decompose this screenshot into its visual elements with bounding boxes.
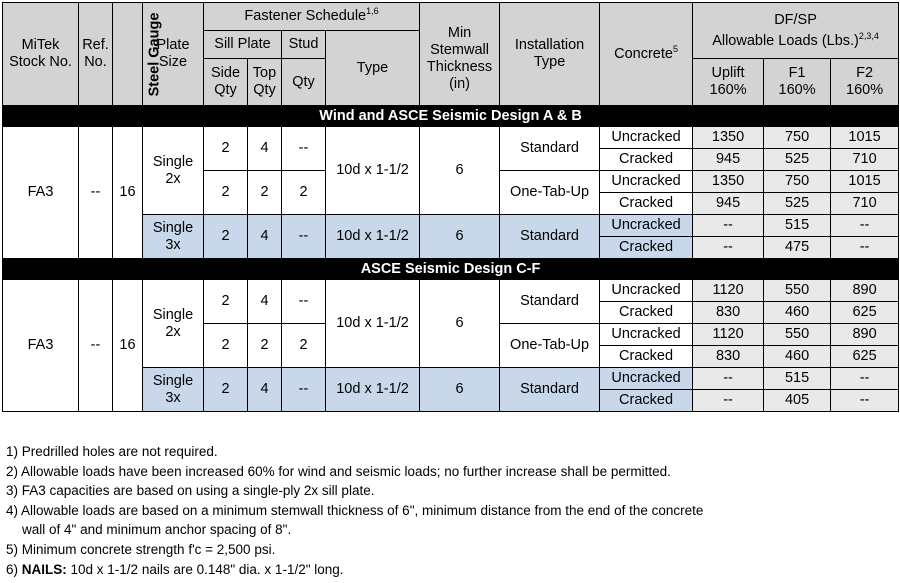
footnote-6 <box>6 560 894 580</box>
header-stud: Stud <box>282 31 326 59</box>
uplift-cell: 830 <box>693 346 764 368</box>
f2-cell: 1015 <box>831 127 899 149</box>
f1-cell: 405 <box>764 390 831 412</box>
f2-cell: 625 <box>831 346 899 368</box>
header-type: Type <box>326 31 420 106</box>
stud-qty-cell: -- <box>282 368 326 412</box>
type-cell: 10d x 1-1/2 <box>326 368 420 412</box>
f2-cell: -- <box>831 215 899 237</box>
side-qty-cell: 2 <box>204 127 248 171</box>
concrete-cell: Uncracked <box>600 368 693 390</box>
stemwall-cell: 6 <box>420 215 500 259</box>
stud-qty-cell: -- <box>282 127 326 171</box>
stud-qty-cell: -- <box>282 280 326 324</box>
uplift-cell: -- <box>693 215 764 237</box>
footnote-5: 5) Minimum concrete strength f'c = 2,500 psi. <box>6 541 276 557</box>
footnote-1: 1) Predrilled holes are not required. <box>6 444 218 459</box>
header-side-qty: Side Qty <box>204 59 248 106</box>
stock-no-cell: FA3 <box>3 280 79 412</box>
side-qty-cell: 2 <box>204 324 248 368</box>
header-concrete: Concrete$^5$ <box>600 3 693 106</box>
header-top-qty: Top Qty <box>248 59 282 106</box>
footnote-6-nails-label: NAILS: <box>21 561 67 577</box>
f2-cell: 710 <box>831 149 899 171</box>
f1-cell: 550 <box>764 280 831 302</box>
uplift-cell: 1350 <box>693 171 764 193</box>
concrete-cell: Cracked <box>600 237 693 259</box>
ref-no-cell: -- <box>79 127 113 259</box>
stud-qty-cell: 2 <box>282 324 326 368</box>
header-stock-no: MiTek Stock No. <box>3 3 79 106</box>
top-qty-cell: 2 <box>248 171 282 215</box>
concrete-cell: Uncracked <box>600 171 693 193</box>
f2-cell: 710 <box>831 193 899 215</box>
allowable-loads-table <box>2 2 899 412</box>
footnote-4: 4) Allowable loads are based on a minimum stemwall thickness of 6", minimum distance from the end of the concrete <box>6 502 704 518</box>
f1-cell: 460 <box>764 302 831 324</box>
f2-cell: 1015 <box>831 171 899 193</box>
stemwall-cell: 6 <box>420 127 500 215</box>
footnotes <box>6 442 894 579</box>
plate-size-cell: Single 2x <box>143 280 204 368</box>
footnote-2: 2) Allowable loads have been increased 60% for wind and seismic loads; no further increase shall be permitted. <box>6 463 671 479</box>
side-qty-cell: 2 <box>204 368 248 412</box>
header-uplift: Uplift 160% <box>693 59 764 106</box>
install-type-cell: Standard <box>500 280 600 324</box>
side-qty-cell: 2 <box>204 280 248 324</box>
plate-size-cell: Single 3x <box>143 215 204 259</box>
plate-size-cell: Single 3x <box>143 368 204 412</box>
f1-cell: 525 <box>764 149 831 171</box>
header-ref-no: Ref. No. <box>79 3 113 106</box>
stemwall-cell: 6 <box>420 280 500 368</box>
f2-cell: -- <box>831 390 899 412</box>
section-band-seismic <box>3 259 899 280</box>
type-cell: 10d x 1-1/2 <box>326 280 420 368</box>
footnote-6-prefix: 6) <box>6 561 22 577</box>
f1-cell: 750 <box>764 127 831 149</box>
concrete-cell: Cracked <box>600 302 693 324</box>
f1-cell: 515 <box>764 215 831 237</box>
stud-qty-cell: -- <box>282 215 326 259</box>
concrete-cell: Cracked <box>600 193 693 215</box>
uplift-cell: 830 <box>693 302 764 324</box>
top-qty-cell: 4 <box>248 127 282 171</box>
footnote-4-continued: wall of 4" and minimum anchor spacing of 8". <box>22 522 292 538</box>
stock-no-cell: FA3 <box>3 127 79 259</box>
header-stud-qty: Qty <box>282 59 326 106</box>
header-f2: F2 160% <box>831 59 899 106</box>
stemwall-cell: 6 <box>420 368 500 412</box>
header-sill-plate: Sill Plate <box>204 31 282 59</box>
f1-cell: 460 <box>764 346 831 368</box>
install-type-cell: Standard <box>500 368 600 412</box>
uplift-cell: 1120 <box>693 324 764 346</box>
gauge-cell: 16 <box>113 127 143 259</box>
f2-cell: 625 <box>831 302 899 324</box>
concrete-cell: Uncracked <box>600 324 693 346</box>
table-row <box>3 127 899 149</box>
section-band-wind <box>3 106 899 127</box>
f1-cell: 525 <box>764 193 831 215</box>
header-installation-type: Installation Type <box>500 3 600 106</box>
uplift-cell: 1120 <box>693 280 764 302</box>
f1-cell: 475 <box>764 237 831 259</box>
concrete-cell: Uncracked <box>600 127 693 149</box>
header-dfsp-allowable: DF/SP Allowable Loads $(Lbs.)^{2,3,4}$ <box>693 3 899 59</box>
uplift-cell: 945 <box>693 193 764 215</box>
f2-cell: -- <box>831 368 899 390</box>
install-type-cell: Standard <box>500 127 600 171</box>
header-fastener-schedule: Fastener Schedule$^{1,6}$ <box>204 3 420 31</box>
footnote-3: 3) FA3 capacities are based on using a single-ply 2x sill plate. <box>6 483 375 499</box>
type-cell: 10d x 1-1/2 <box>326 215 420 259</box>
table-header <box>3 3 899 106</box>
section-wind-body <box>3 106 899 259</box>
ref-no-cell: -- <box>79 280 113 412</box>
f2-cell: -- <box>831 237 899 259</box>
table-row <box>3 280 899 302</box>
gauge-cell: 16 <box>113 280 143 412</box>
f1-cell: 550 <box>764 324 831 346</box>
plate-size-cell: Single 2x <box>143 127 204 215</box>
header-steel-gauge: Steel Gauge <box>113 3 143 106</box>
side-qty-cell: 2 <box>204 171 248 215</box>
top-qty-cell: 4 <box>248 368 282 412</box>
section-seismic-body <box>3 259 899 412</box>
uplift-cell: -- <box>693 390 764 412</box>
concrete-cell: Uncracked <box>600 280 693 302</box>
header-min-stemwall: Min Stemwall Thickness (in) <box>420 3 500 106</box>
install-type-cell: One-Tab-Up <box>500 324 600 368</box>
uplift-cell: 1350 <box>693 127 764 149</box>
top-qty-cell: 2 <box>248 324 282 368</box>
side-qty-cell: 2 <box>204 215 248 259</box>
f1-cell: 515 <box>764 368 831 390</box>
top-qty-cell: 4 <box>248 280 282 324</box>
uplift-cell: -- <box>693 237 764 259</box>
concrete-cell: Cracked <box>600 149 693 171</box>
concrete-cell: Cracked <box>600 390 693 412</box>
allowable-loads-table-wrapper <box>2 2 899 412</box>
header-f1: F1 160% <box>764 59 831 106</box>
section-title: ASCE Seismic Design C-F <box>3 259 899 280</box>
concrete-cell: Cracked <box>600 346 693 368</box>
install-type-cell: One-Tab-Up <box>500 171 600 215</box>
concrete-cell: Uncracked <box>600 215 693 237</box>
section-title: Wind and ASCE Seismic Design A & B <box>3 106 899 127</box>
install-type-cell: Standard <box>500 215 600 259</box>
f2-cell: 890 <box>831 280 899 302</box>
header-plate-size: Plate Size <box>143 3 204 106</box>
stud-qty-cell: 2 <box>282 171 326 215</box>
footnote-6-text: 10d x 1-1/2 nails are 0.148" dia. x 1-1/2" long. <box>66 561 344 577</box>
f1-cell: 750 <box>764 171 831 193</box>
uplift-cell: -- <box>693 368 764 390</box>
type-cell: 10d x 1-1/2 <box>326 127 420 215</box>
top-qty-cell: 4 <box>248 215 282 259</box>
uplift-cell: 945 <box>693 149 764 171</box>
f2-cell: 890 <box>831 324 899 346</box>
